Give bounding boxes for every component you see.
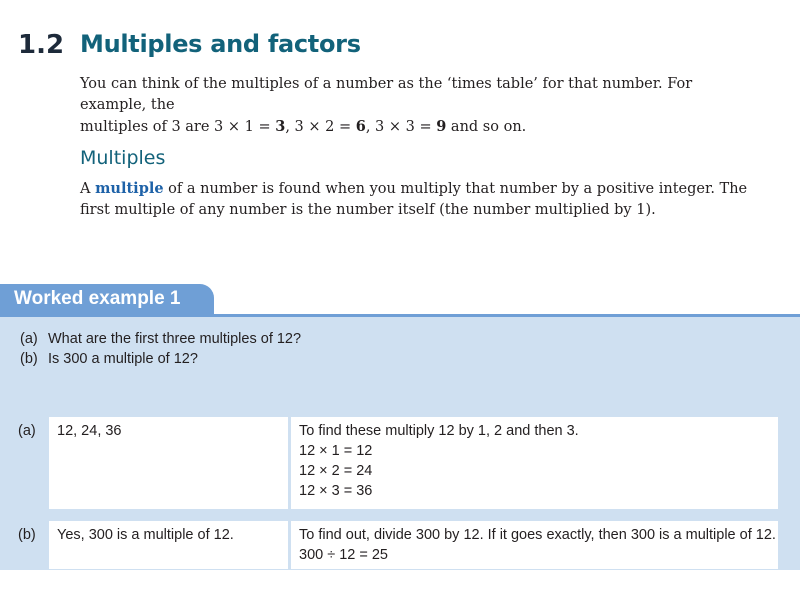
question-text: Is 300 a multiple of 12? <box>48 351 198 367</box>
worked-example-title: Worked example 1 <box>14 288 181 309</box>
working-line: 12 × 2 = 24 <box>299 463 373 479</box>
intro-bold-value: 3 <box>275 118 286 135</box>
questions-list <box>20 329 301 369</box>
worked-example-tab <box>0 284 214 318</box>
answer-row-b <box>8 521 778 569</box>
definition-text: A <box>80 181 96 197</box>
multiples-definition <box>80 178 770 221</box>
worked-example-body <box>0 314 800 570</box>
working-line: 300 ÷ 12 = 25 <box>299 547 388 563</box>
intro-paragraph <box>80 74 760 138</box>
definition-text: of a number is found when you multiply that number by a positive integer. The first multiple of any number is the number itself (the number multiplied by 1). <box>80 181 748 218</box>
intro-bold-value: 6 <box>355 118 366 135</box>
answer-text: 12, 24, 36 <box>57 423 122 439</box>
section-title: Multiples and factors <box>80 30 361 58</box>
explanation-text: To find out, divide 300 by 12. If it goes exactly, then 300 is a multiple of 12. <box>299 527 776 543</box>
keyword-multiple: multiple <box>95 180 164 197</box>
multiples-heading: Multiples <box>80 147 166 169</box>
explanation-content <box>299 525 776 565</box>
question-text: What are the first three multiples of 12? <box>48 331 302 347</box>
section-number: 1.2 <box>18 30 65 60</box>
explanation-text: To find these multiply 12 by 1, 2 and then 3. <box>299 423 579 439</box>
question-label: (b) <box>20 351 38 367</box>
answer-text: Yes, 300 is a multiple of 12. <box>57 527 234 543</box>
intro-text: multiples of 3 are 3 × 1 = <box>80 119 276 135</box>
worked-example-box <box>0 284 800 567</box>
question-item <box>20 349 301 369</box>
explanation-cell <box>291 521 778 569</box>
intro-text: and so on. <box>446 119 527 135</box>
answer-row-a <box>8 417 778 509</box>
answer-label: (b) <box>18 527 36 543</box>
explanation-content <box>299 421 579 501</box>
intro-text: , 3 × 2 = <box>285 119 356 135</box>
intro-bold-value: 9 <box>436 118 447 135</box>
answer-cell <box>49 417 288 509</box>
question-item <box>20 329 301 349</box>
answer-label: (a) <box>18 423 36 439</box>
question-label: (a) <box>20 331 38 347</box>
explanation-cell <box>291 417 778 509</box>
working-line: 12 × 3 = 36 <box>299 483 373 499</box>
intro-line-1: You can think of the multiples of a number as the ‘times table’ for that number. For example, the <box>80 76 693 113</box>
working-line: 12 × 1 = 12 <box>299 443 373 459</box>
answer-cell <box>49 521 288 569</box>
intro-text: , 3 × 3 = <box>365 119 437 135</box>
